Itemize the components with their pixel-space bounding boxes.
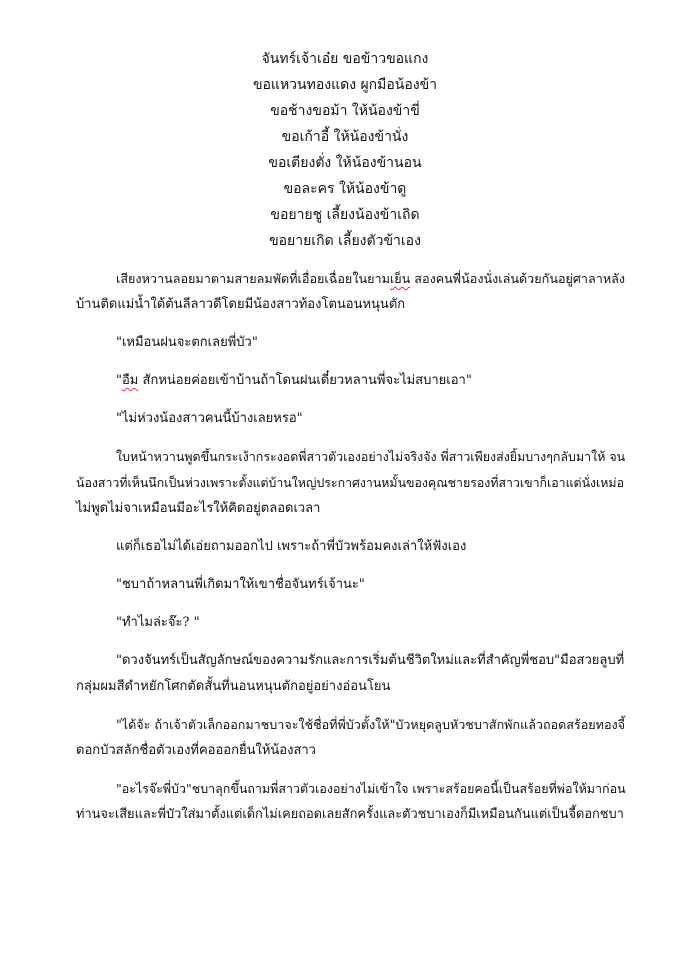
poem-line: ขอยายเกิด เลี้ยงตัวข้าเอง	[269, 233, 421, 249]
story-paragraph	[76, 776, 624, 828]
poem-line: ขอเก้าอี้ ให้น้องข้านั่ง	[281, 129, 409, 145]
story-paragraph	[76, 534, 624, 560]
story-paragraph	[76, 572, 624, 598]
paragraph-line: "ไม่ห่วงน้องสาวคนนี้บ้างเลยหรอ"	[116, 411, 303, 426]
poem-line: ขอช้างขอม้า ให้น้องข้าขี่	[270, 103, 420, 119]
story-body	[76, 266, 624, 840]
poem-line: ขอยายชู เลี้ยงน้องข้าเถิด	[270, 207, 420, 223]
poem-line: ขอแหวนทองแดง ผูกมือน้องข้า	[252, 77, 438, 93]
paragraph-line: "อืม สักหน่อยค่อยเข้าบ้านถ้าโดนฝนเดี๋ยวหลานพี่จะไม่สบายเอา"	[116, 373, 472, 388]
paragraph-line: แต่ก็เธอไม่ได้เอ่ยถามออกไป เพราะถ้าพี่บัวพร้อมคงเล่าให้ฟังเอง	[116, 539, 467, 554]
story-paragraph	[76, 712, 624, 764]
paragraph-line: เสียงหวานลอยมาตามสายลมพัดที่เอื่อยเฉื่อยในยามเย็น สองคนพี่น้องนั่งเล่นด้วยกันอยู่ศาลาหลัง	[116, 271, 626, 286]
story-paragraph	[76, 610, 624, 636]
paragraph-line: "ได้จ้ะ ถ้าเจ้าตัวเล็กออกมาชบาจะใช้ชื่อที่พี่บัวตั้งให้"บัวหยุดลูบหัวชบาสักพักแล้วถอดสร้อยทองจี้	[116, 717, 626, 732]
story-paragraph	[76, 330, 624, 356]
paragraph-line: "อะไรจ๊ะพี่บัว"ชบาลุกขึ้นถามพี่สาวตัวเองอย่างไม่เข้าใจ เพราะสร้อยคอนี้เป็นสร้อยที่พ่อให้มาก่อน	[116, 781, 626, 796]
poem-line: จันทร์เจ้าเอ๋ย ขอข้าวขอแกง	[261, 51, 429, 67]
paragraph-line: ไม่พูดไม่จาเหมือนมีอะไรให้คิดอยู่ตลอดเวลา	[76, 501, 321, 516]
paragraph-line: ท่านจะเสียและพี่บัวใส่มาตั้งแต่เด็กไม่เคยถอดเลยสักครั้งและตัวชบาเองก็มีเหมือนกันแต่เป็นจี้ดอกชบา	[76, 807, 624, 822]
poem-line: ขอละคร ให้น้องข้าดู	[283, 181, 407, 197]
poem-line: ขอเตียงตั่ง ให้น้องข้านอน	[268, 155, 422, 171]
story-paragraph	[76, 648, 624, 700]
story-paragraph	[76, 406, 624, 432]
story-paragraph	[76, 266, 624, 318]
paragraph-line: น้องสาวที่เห็นนึกเป็นห่วงเพราะตั้งแต่บ้านใหญ่ประกาศงานหมั้นของคุณชายรองที่สาวเขาก็เอาแต่นั่งเหม่อ	[76, 476, 624, 490]
paragraph-line: "เหมือนฝนจะตกเลยพี่บัว"	[116, 335, 258, 350]
paragraph-line: กลุ่มผมสีดำหยักโศกตัดสั้นที่นอนหนุนตักอยู่อย่างอ่อนโยน	[76, 679, 391, 694]
paragraph-line: "ดวงจันทร์เป็นสัญลักษณ์ของความรักและการเริ่มต้นชีวิตใหม่และที่สำคัญพี่ชอบ"มือสวยลูบที่	[116, 653, 625, 668]
paragraph-line: บ้านติดแม่น้ำใต้ต้นลีลาวดีโดยมีน้องสาวท้องโตนอนหนุนตัก	[76, 297, 406, 312]
spellcheck-underline: อืม	[121, 373, 139, 388]
paragraph-line: "ชบาถ้าหลานพี่เกิดมาให้เขาชื่อจันทร์เจ้านะ"	[116, 577, 365, 592]
story-paragraph	[76, 444, 624, 522]
paragraph-line: ใบหน้าหวานพูดขึ้นกระเง้ากระงอดพี่สาวตัวเองอย่างไม่จริงจัง พี่สาวเพียงส่งยิ้มบางๆกลับมาให้ จน	[116, 449, 626, 464]
story-paragraph	[76, 368, 624, 394]
spellcheck-underline: เย็น	[389, 271, 411, 286]
paragraph-line: "ทำไมล่ะจ๊ะ? "	[116, 615, 200, 630]
paragraph-line: ดอกบัวสลักชื่อตัวเองที่คอออกยื่นให้น้องสาว	[76, 743, 316, 758]
poem-block	[0, 46, 690, 254]
